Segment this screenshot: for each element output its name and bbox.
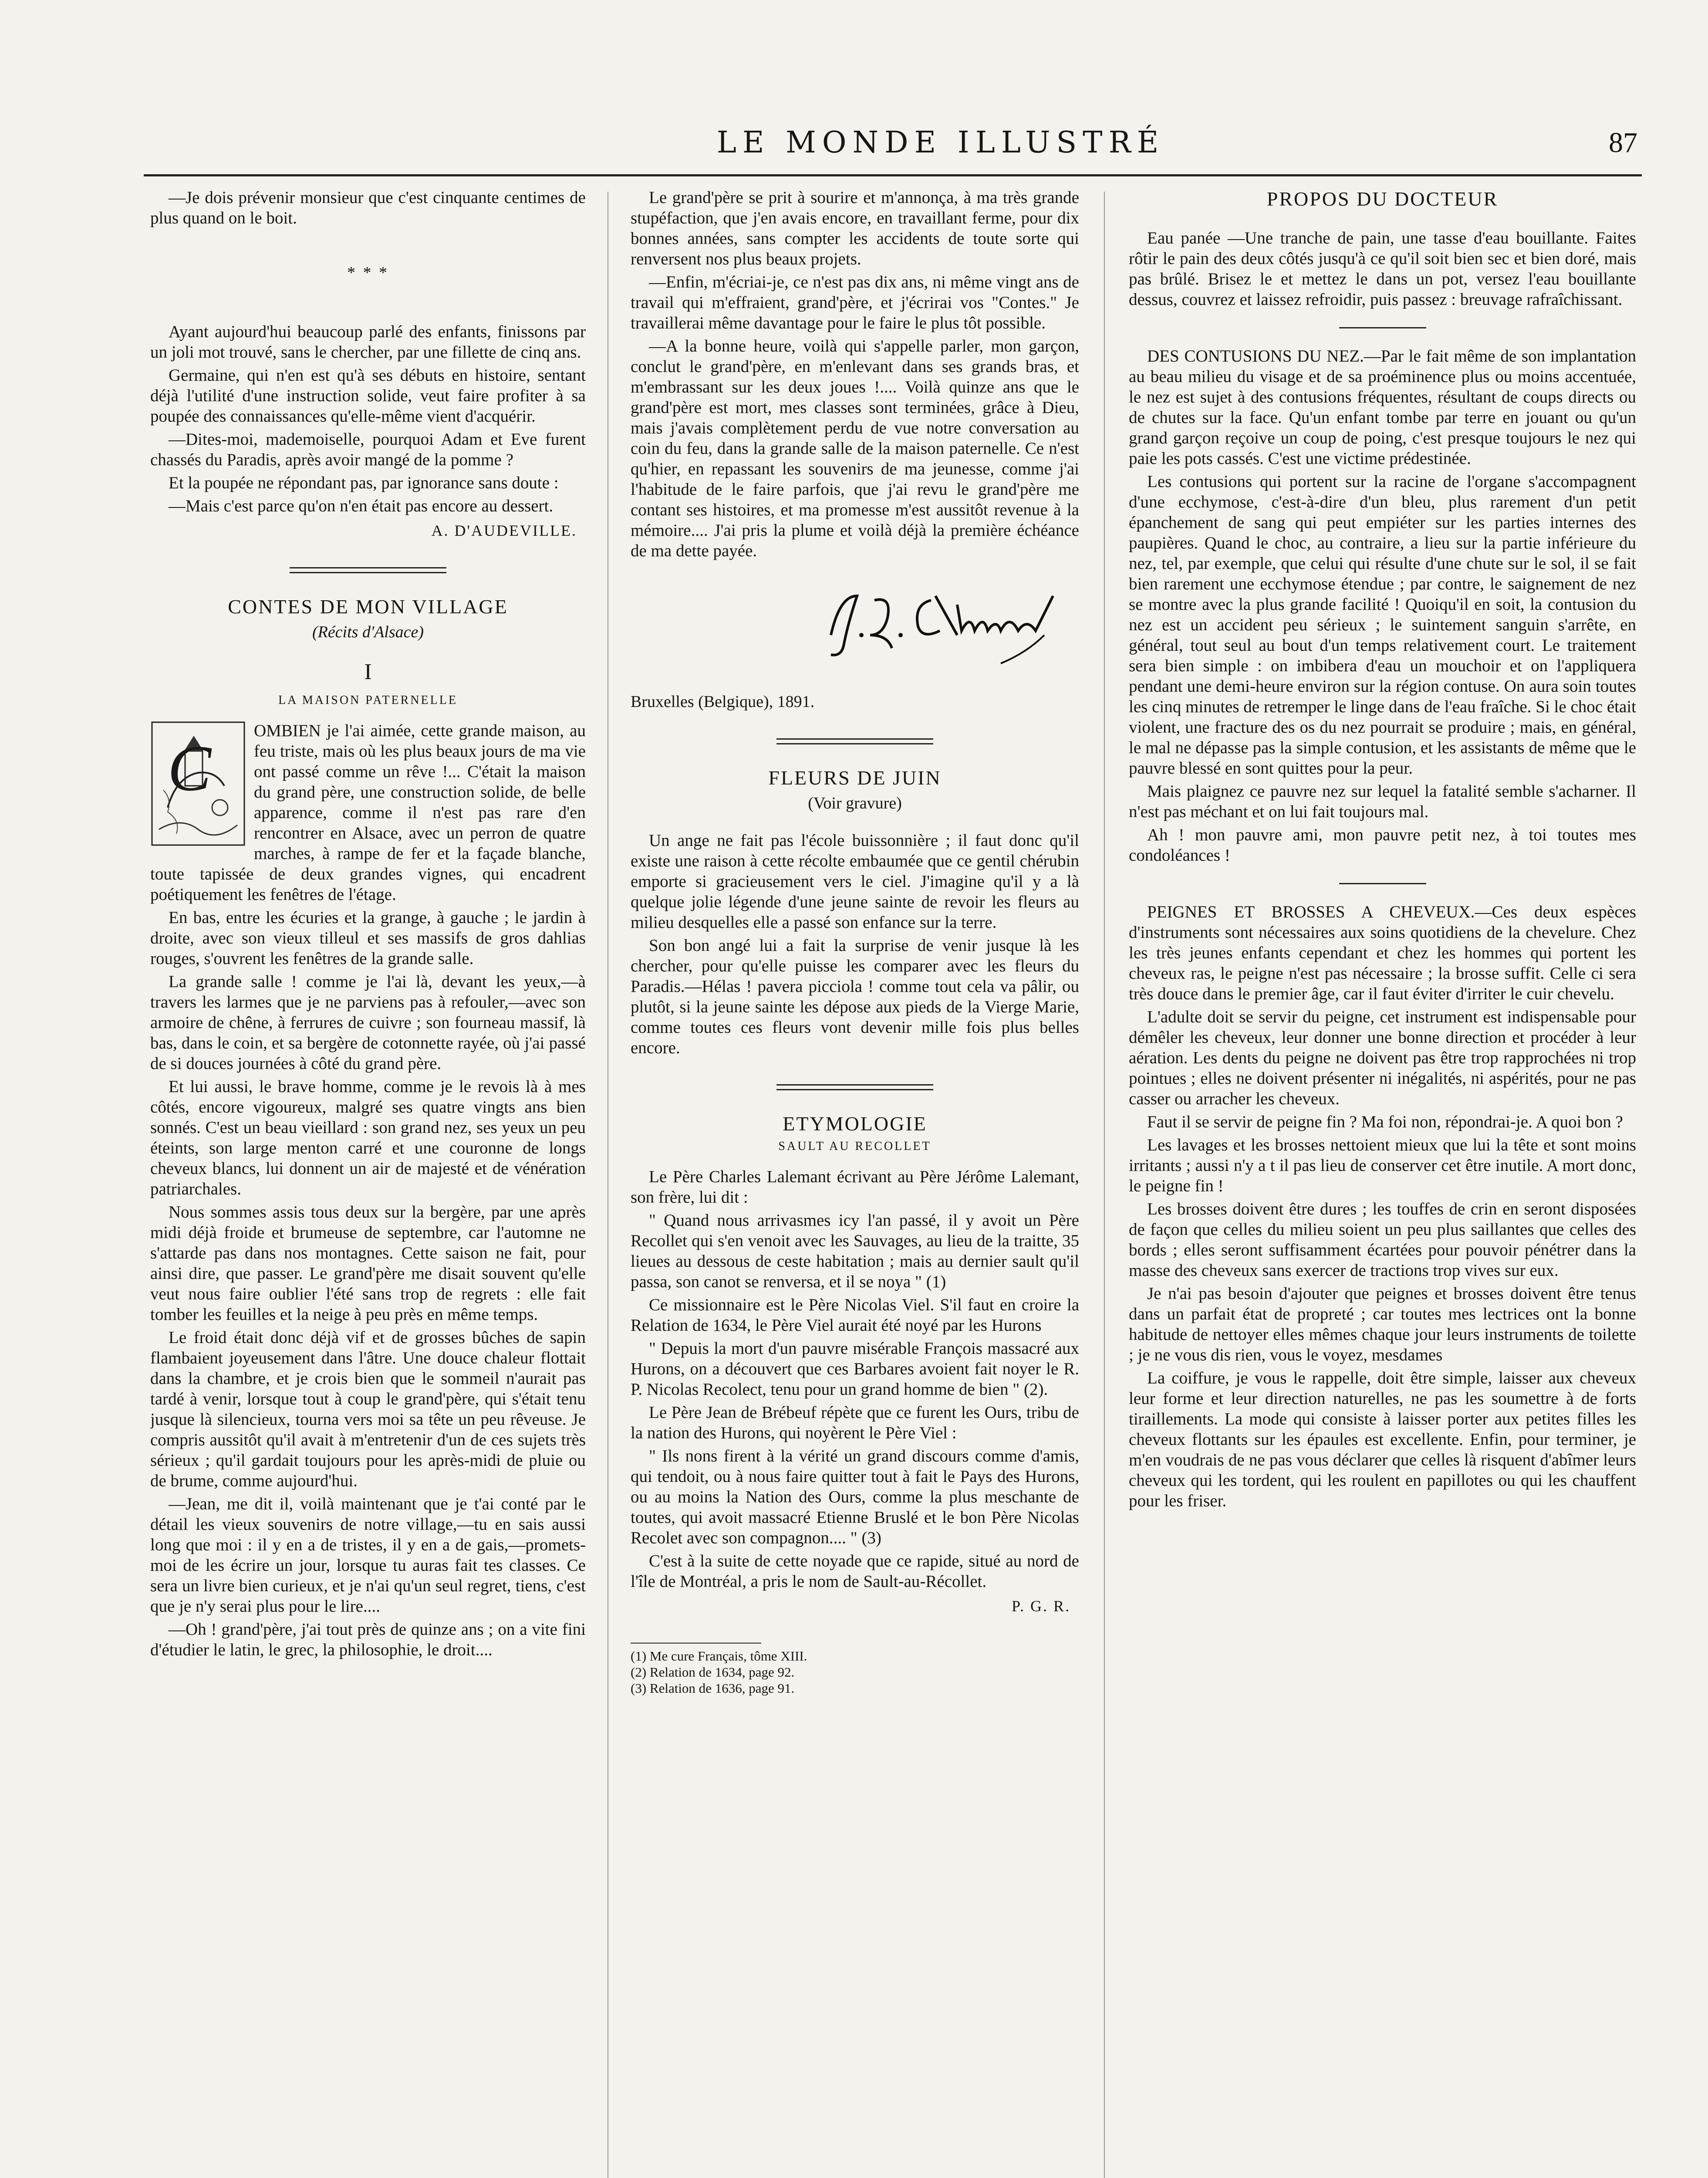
paragraph: —Enfin, m'écriai-je, ce n'est pas dix ans, ni même vingt ans de travail qui m'effraient, grand'père, et j'écrirai vos "Contes." Je travaillerai même davantage pour le faire le plus tôt possible.: [631, 273, 1079, 332]
paragraph: Les lavages et les brosses nettoient mieux que lui la tête et sont moins irritants ; aussi n'y a t il pas lieu de conserver cet être inutile. A mort donc, le peigne fin !: [1129, 1136, 1636, 1195]
section-divider: [1339, 883, 1426, 884]
section-divider: [776, 738, 933, 744]
footnote: (2) Relation de 1634, page 92.: [631, 1664, 795, 1680]
section-subheading: SAULT AU RECOLLET: [778, 1140, 932, 1153]
column-3: [1129, 187, 1636, 2178]
header-rule: [144, 174, 1642, 176]
paragraph: C'est à la suite de cette noyade que ce rapide, situé au nord de l'île de Montréal, a pris le nom de Sault-au-Récollet.: [631, 1552, 1079, 1591]
paragraph: Le grand'père se prit à sourire et m'annonça, à ma très grande stupéfaction, que j'en avais encore, en travaillant ferme, pour dix bonnes années, sans compter les accidents de toute sorte qui renversent nos plus beaux projets.: [631, 188, 1079, 268]
column-1: [150, 187, 586, 2178]
paragraph: —Dites-moi, mademoiselle, pourquoi Adam et Eve furent chassés du Paradis, après avoir mangé de la pomme ?: [150, 430, 586, 469]
paragraph: Ayant aujourd'hui beaucoup parlé des enfants, finissons par un joli mot trouvé, sans le chercher, par une fillette de cinq ans.: [150, 322, 586, 362]
section-heading: PROPOS DU DOCTEUR: [1266, 188, 1499, 210]
paragraph: Faut il se servir de peigne fin ? Ma foi non, répondrai-je. A quoi bon ?: [1147, 1113, 1623, 1131]
paragraph: Mais plaignez ce pauvre nez sur lequel la fatalité semble s'acharner. Il n'est pas méchant et on lui fait toujours mal.: [1129, 782, 1636, 821]
illustrated-dropcap-icon: [150, 720, 246, 847]
paragraph: L'adulte doit se servir du peigne, cet instrument est indispensable pour démêler les cheveux, leur donner une bonne direction et procéder à leur aération. Les dents du peigne ne doivent pas être trop rapprochées ni trop pointues ; elles ne doivent présenter ni inégalités, ni aspérités, pour ne pas casser ou arracher les cheveux.: [1129, 1008, 1636, 1108]
paragraph: —Oh ! grand'père, j'ai tout près de quinze ans ; on a vite fini d'étudier le latin, le grec, la philosophie, le droit....: [150, 1620, 586, 1659]
paragraph: Germaine, qui n'en est qu'à ses débuts en histoire, sentant déjà l'utilité d'une instruction solide, veut faire profiter à sa poupée des connaissances qu'elle-même vient d'acquérir.: [150, 366, 586, 426]
quotation: " Ils nons firent à la vérité un grand discours comme d'amis, qui tendoit, ou à nous faire quitter tout à fait le Pays des Hurons, ou au moins la Nation des Ours, comme la plus meschante de toutes, qui avoit massacré Etienne Bruslé et le bon Père Nicolas Recolet avec son compagnon.... " (3): [631, 1447, 1079, 1547]
paragraph: Le froid était donc déjà vif et de grosses bûches de sapin flambaient joyeusement dans l'âtre. Une douce chaleur flottait dans la chambre, et je crois bien que le sommeil n'aurait pas tardé à venir, lorsque tout à coup le grand'père, qui s'était tenu jusque là silencieux, tourna vers moi sa tête un peu rêveuse. Je compris aussitôt qu'il avait à m'entretenir d'un de ces sujets très sérieux ; qu'il gardait toujours pour les après-midi de pluie ou de brume, comme aujourd'hui.: [150, 1328, 586, 1490]
section-heading: ETYMOLOGIE: [783, 1113, 927, 1135]
section-subheading: (Récits d'Alsace): [312, 623, 424, 641]
quotation: " Quand nous arrivasmes icy l'an passé, il y avoit un Père Recollet qui s'en venoit avec les Sauvages, au lieu de la traitte, 35 lieues au dessous de ceste habitation ; mais au dernier sault qu'il passa, son canot se renversa, et il se noya " (1): [631, 1211, 1079, 1291]
paragraph: Et la poupée ne répondant pas, par ignorance sans doute :: [169, 473, 559, 492]
paragraph: Ce missionnaire est le Père Nicolas Viel. S'il faut en croire la Relation de 1634, le Père Viel aurait été noyé par les Hurons: [631, 1295, 1079, 1335]
paragraph: —Jean, me dit il, voilà maintenant que je t'ai conté par le détail les vieux souvenirs de notre village,—tu en sais aussi long que moi : il y en a de tristes, il y en a de gais,—promets-moi de les écrire un jour, lorsque tu auras fait tes classes. Ce sera un livre bien curieux, et je n'ai qu'un seul regret, tiens, c'est que je n'y serai plus pour le lire....: [150, 1495, 586, 1616]
page-number: 87: [1609, 127, 1637, 159]
section-subheading: (Voir gravure): [808, 794, 902, 812]
paragraph: PEIGNES ET BROSSES A CHEVEUX.—Ces deux espèces d'instruments sont nécessaires aux soins quotidiens de la chevelure. Chez les très jeunes enfants cependant et chez les hommes qui portent les cheveux ras, le peigne n'est pas nécessaire ; la brosse suffit. Celle ci sera très douce dans le premier âge, car il faut éviter d'irriter le cuir chevelu.: [1129, 903, 1636, 1003]
footnote-rule: [631, 1643, 761, 1644]
section-heading: CONTES DE MON VILLAGE: [228, 595, 508, 618]
page-header: [144, 118, 1637, 166]
paragraph: La coiffure, je vous le rappelle, doit être simple, laisser aux cheveux leur forme et leur direction naturelles, ne pas les soumettre à de forts tiraillements. La mode qui consiste à laisser porter aux petites filles les cheveux flottants sur les épaules est excellente. Enfin, pour terminer, je m'en voudrais de ne pas vous déclarer que celles là risquent d'abîmer leurs cheveux qui les tordent, qui les roulent en papillotes ou qui les chauffent pour les friser.: [1129, 1369, 1636, 1510]
column-2: [631, 187, 1079, 2178]
paragraph: —Mais c'est parce qu'on n'en était pas encore au dessert.: [169, 497, 554, 515]
quotation: " Depuis la mort d'un pauvre misérable François massacré aux Hurons, on a découvert que ces Barbares avoient fait noyer le R. P. Nicolas Recolect, tenu pour un grand homme de bien " (2).: [631, 1339, 1079, 1399]
paragraph: —Je dois prévenir monsieur que c'est cinquante centimes de plus quand on le boit.: [150, 188, 586, 227]
footnote: (3) Relation de 1636, page 91.: [631, 1681, 795, 1696]
paragraph: Un ange ne fait pas l'école buissonnière ; il faut donc qu'il existe une raison à cette récolte embaumée que ce gentil chérubin emporte si gracieusement vers le ciel. J'imagine qu'il y a là quelque jolie légende d'une jeune sainte de revoir les fleurs au milieu desquelles elle a passé son enfance sur la terre.: [631, 831, 1079, 932]
handwritten-signature-icon: [818, 570, 1062, 666]
paragraph: OMBIEN je l'ai aimée, cette grande maison, au feu triste, mais où les plus beaux jours de ma vie ont passé comme un rêve !... C'était la maison du grand père, une construction solide, de belle apparence, comme il n'est pas rare d'en rencontrer en Alsace, avec un perron de quatre marches, à rampe de fer et la façade blanche, toute tapissée de deux grandes vignes, qui encadrent poétiquement les fenêtres de l'étage.: [150, 721, 586, 904]
paragraph: Nous sommes assis tous deux sur la bergère, par une après midi déjà froide et brumeuse de septembre, car l'automne ne s'attarde pas dans nos montagnes. Cette saison ne fait, pour ainsi dire, que passer. Le grand'père me disait souvent qu'elle veut nous faire oublier l'été sans trop de regrets : elle fait tomber les feuilles et la neige à peu près en même temps.: [150, 1203, 586, 1324]
section-divider: [1339, 327, 1426, 328]
section-divider: [776, 1084, 933, 1090]
dateline: Bruxelles (Belgique), 1891.: [631, 693, 815, 711]
chapter-title: LA MAISON PATERNELLE: [278, 693, 458, 707]
paragraph: En bas, entre les écuries et la grange, à gauche ; le jardin à droite, avec son vieux tilleul et ses massifs de gros dahlias rouges, s'ouvrent les fenêtres de la grande salle.: [150, 908, 586, 968]
autograph-signature: [631, 570, 1079, 670]
article-signature: A. D'AUDEVILLE.: [431, 522, 577, 539]
paragraph: Le Père Jean de Brébeuf répète que ce furent les Ours, tribu de la nation des Hurons, qui noyèrent le Père Viel :: [631, 1403, 1079, 1442]
paragraph: Je n'ai pas besoin d'ajouter que peignes et brosses doivent être tenus dans un parfait état de propreté ; car toutes mes lectrices ont la bonne habitude de nettoyer elles mêmes chaque jour leurs instruments de toilette ; je ne vous dis rien, vous le voyez, mesdames: [1129, 1284, 1636, 1364]
footnote: (1) Me cure Français, tôme XIII.: [631, 1648, 807, 1664]
paragraph: Eau panée —Une tranche de pain, une tasse d'eau bouillante. Faites rôtir le pain des deux côtés jusqu'à ce qu'il soit bien sec et bien doré, mais pas brûlé. Brisez le et mettez le dans un pot, versez l'eau bouillante dessus, couvrez et laissez refroidir, puis passez : breuvage rafraîchissant.: [1129, 229, 1636, 309]
paragraph: Et lui aussi, le brave homme, comme je le revois là à mes côtés, encore vigoureux, malgré ses quatre vingts ans bien sonnés. C'est un beau vieillard : son grand nez, ses yeux un peu éteints, son large menton carré et une couronne de longs cheveux blancs, lui donnent un air de majesté et de vénération patriarchales.: [150, 1077, 586, 1198]
paragraph: La grande salle ! comme je l'ai là, devant les yeux,—à travers les larmes que je ne parviens pas à refouler,—avec son armoire de chêne, à ferrures de cuivre ; son fourneau massif, là bas, dans le coin, et sa bergère de cotonnette rayée, où j'ai passé de si douces journées à côté du grand père.: [150, 972, 586, 1073]
paragraph: —A la bonne heure, voilà qui s'appelle parler, mon garçon, conclut le grand'père, en m'enlevant dans ses grands bras, et m'embrassant sur les deux joues !.... Voilà quinze ans que le grand'père est mort, mes classes sont terminées, grâce à Dieu, mais j'avais complètement perdu de vue notre conversation au coin du feu, dans la grande salle de la maison paternelle. Ce n'est qu'hier, en repassant les souvenirs de ma jeunesse, comme j'ai l'habitude de le faire parfois, que j'ai revu le grand'père me contant ses histoires, et ma promesse m'est aussitôt revenue à la mémoire.... J'ai pris la plume et voilà déjà la première échéance de ma dette payée.: [631, 337, 1079, 560]
paragraph: Les contusions qui portent sur la racine de l'organe s'accompagnent d'une ecchymose, c'est-à-dire d'un bleu, plus rarement d'un petit épanchement de sang qui peut empiéter sur les parties internes des paupières. Quand le choc, au contraire, a lieu sur la partie inférieure du nez, tel, par exemple, que celui qui résulte d'une chute sur le sol, il se fait bien rarement une ecchymose étendue ; par contre, le saignement de nez se montre avec la plus grande facilité ! Quoiqu'il en soit, la contusion du nez est un accident peu sérieux ; le suintement sanguin s'arrête, en général, tout seul au bout d'un temps relativement court. Le traitement sera bien simple : on imbibera d'eau un mouchoir et on l'appliquera pendant une demi-heure environ sur la région contuse. On aura soin toutes les cinq minutes de retremper le linge dans de l'eau fraîche. Si le choc était violent, une fracture des os du nez pourrait se produire ; mais, en général, le mal ne dépasse pas la simple contusion, et les assistants de même que le pauvre blessé en sont quittes pour la peur.: [1129, 472, 1636, 778]
decorated-initial: [150, 720, 246, 847]
chapter-numeral: I: [364, 659, 372, 684]
section-heading: FLEURS DE JUIN: [768, 767, 942, 789]
article-signature: P. G. R.: [1011, 1597, 1070, 1615]
masthead: LE MONDE ILLUSTRÉ: [716, 125, 1165, 160]
paragraph: DES CONTUSIONS DU NEZ.—Par le fait même de son implantation au beau milieu du visage et de sa proéminence plus ou moins accentuée, le nez est sujet à des contusions fréquentes, résultant de coups directs ou de chutes sur la face. Qu'un enfant tombe par terre en jouant ou qu'un grand garçon reçoive un coup de poing, c'est presque toujours le nez qui paie les pots cassés. C'est une victime prédestinée.: [1129, 347, 1636, 468]
dropcap-letter: C: [168, 732, 212, 805]
section-asterism: * * *: [347, 264, 389, 282]
paragraph: Ah ! mon pauvre ami, mon pauvre petit nez, à toi toutes mes condoléances !: [1129, 825, 1636, 865]
paragraph: Son bon angé lui a fait la surprise de venir jusque là les chercher, pour qu'elle puisse les comparer avec les fleurs du Paradis.—Hélas ! pavera picciola ! comme tout cela va pâlir, ou plutôt, si la jeune sainte les dépose aux pieds de la Vierge Marie, comme toutes ces fleurs vont devenir mille fois plus belles encore.: [631, 936, 1079, 1057]
paragraph: Le Père Charles Lalemant écrivant au Père Jérôme Lalemant, son frère, lui dit :: [631, 1167, 1079, 1207]
paragraph: Les brosses doivent être dures ; les touffes de crin en seront disposées de façon que celles du milieu soient un peu plus saillantes que celles des bords ; elles seront suffisamment écartées pour pouvoir pénétrer dans la masse des cheveux sans exercer de tractions trop vives sur eux.: [1129, 1200, 1636, 1280]
section-divider: [290, 567, 446, 573]
column-divider: [1104, 192, 1105, 2178]
